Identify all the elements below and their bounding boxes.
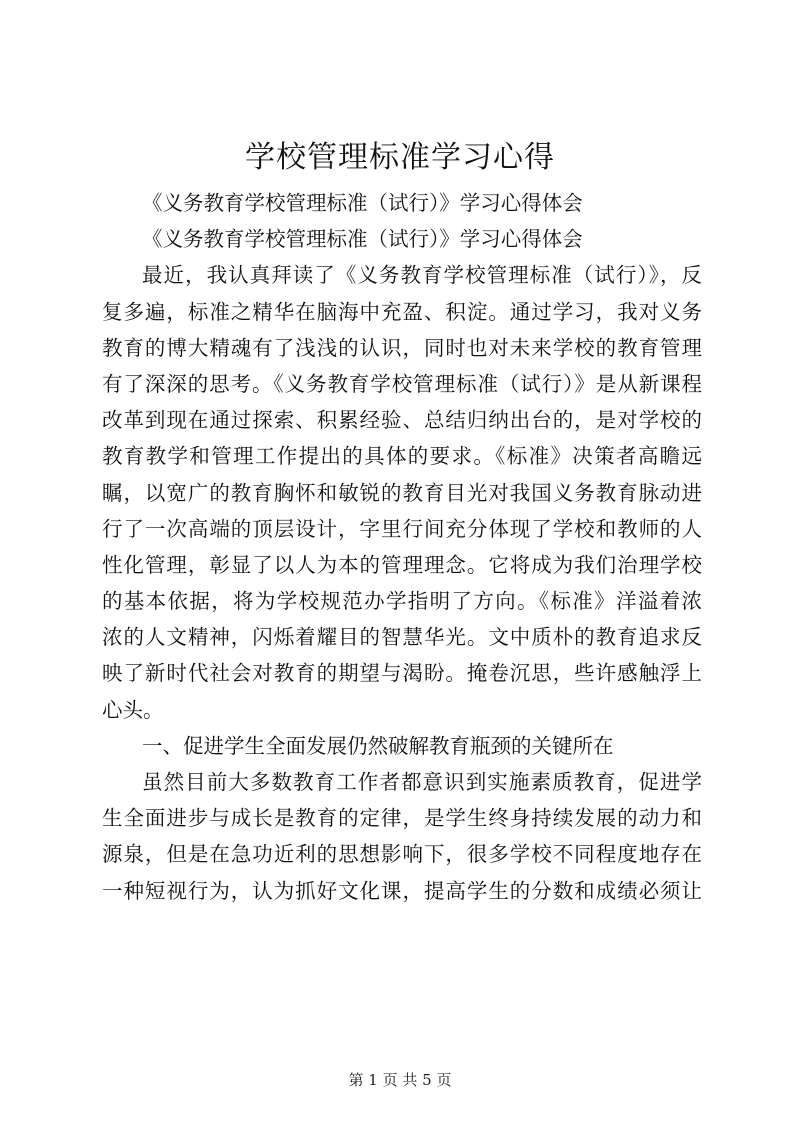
paragraph-line: 源泉，但是在急功近利的思想影响下，很多学校不同程度地存在: [102, 842, 702, 867]
paragraph-line: 心头。: [102, 697, 164, 722]
paragraph-line: 浓的人文精神，闪烁着耀目的智慧华光。文中质朴的教育追求反: [102, 625, 702, 650]
paragraph-line: 一种短视行为，认为抓好文化课，提高学生的分数和成绩必须让: [102, 878, 702, 903]
paragraph-line: 有了深深的思考。《义务教育学校管理标准（试行）》是从新课程: [102, 371, 702, 396]
document-body: [102, 185, 702, 909]
paragraph-line: 改革到现在通过探索、积累经验、总结归纳出台的，是对学校的: [102, 408, 702, 433]
paragraph-line: 虽然目前大多数教育工作者都意识到实施素质教育，促进学: [142, 770, 702, 794]
paragraph-line: 行了一次高端的顶层设计，字里行间充分体现了学校和教师的人: [102, 516, 702, 541]
page-number: 第 1 页 共 5 页: [348, 1071, 452, 1089]
section-heading: 一、促进学生全面发展仍然破解教育瓶颈的关键所在: [142, 733, 614, 758]
paragraph-line: 瞩，以宽广的教育胸怀和敏锐的教育目光对我国义务教育脉动进: [102, 480, 702, 505]
subtitle-line: 《义务教育学校管理标准（试行）》学习心得体会: [142, 191, 583, 215]
paragraph-line: 教育的博大精魂有了浅浅的认识，同时也对未来学校的教育管理: [102, 335, 702, 360]
paragraph-line: 映了新时代社会对教育的期望与渴盼。掩卷沉思，些许感触浮上: [102, 661, 702, 686]
paragraph-line: 教育教学和管理工作提出的具体的要求。《标准》决策者高瞻远: [102, 444, 702, 469]
paragraph-line: 生全面进步与成长是教育的定律，是学生终身持续发展的动力和: [102, 806, 702, 831]
page-title: 学校管理标准学习心得: [245, 140, 555, 175]
paragraph-line: 性化管理，彰显了以人为本的管理理念。它将成为我们治理学校: [102, 552, 702, 577]
paragraph-line: 最近，我认真拜读了《义务教育学校管理标准（试行）》，反: [142, 263, 702, 288]
paragraph-line: 的基本依据，将为学校规范办学指明了方向。《标准》洋溢着浓: [102, 589, 702, 614]
subtitle-line: 《义务教育学校管理标准（试行）》学习心得体会: [142, 227, 583, 252]
paragraph-line: 复多遍，标准之精华在脑海中充盈、积淀。通过学习，我对义务: [102, 299, 702, 324]
